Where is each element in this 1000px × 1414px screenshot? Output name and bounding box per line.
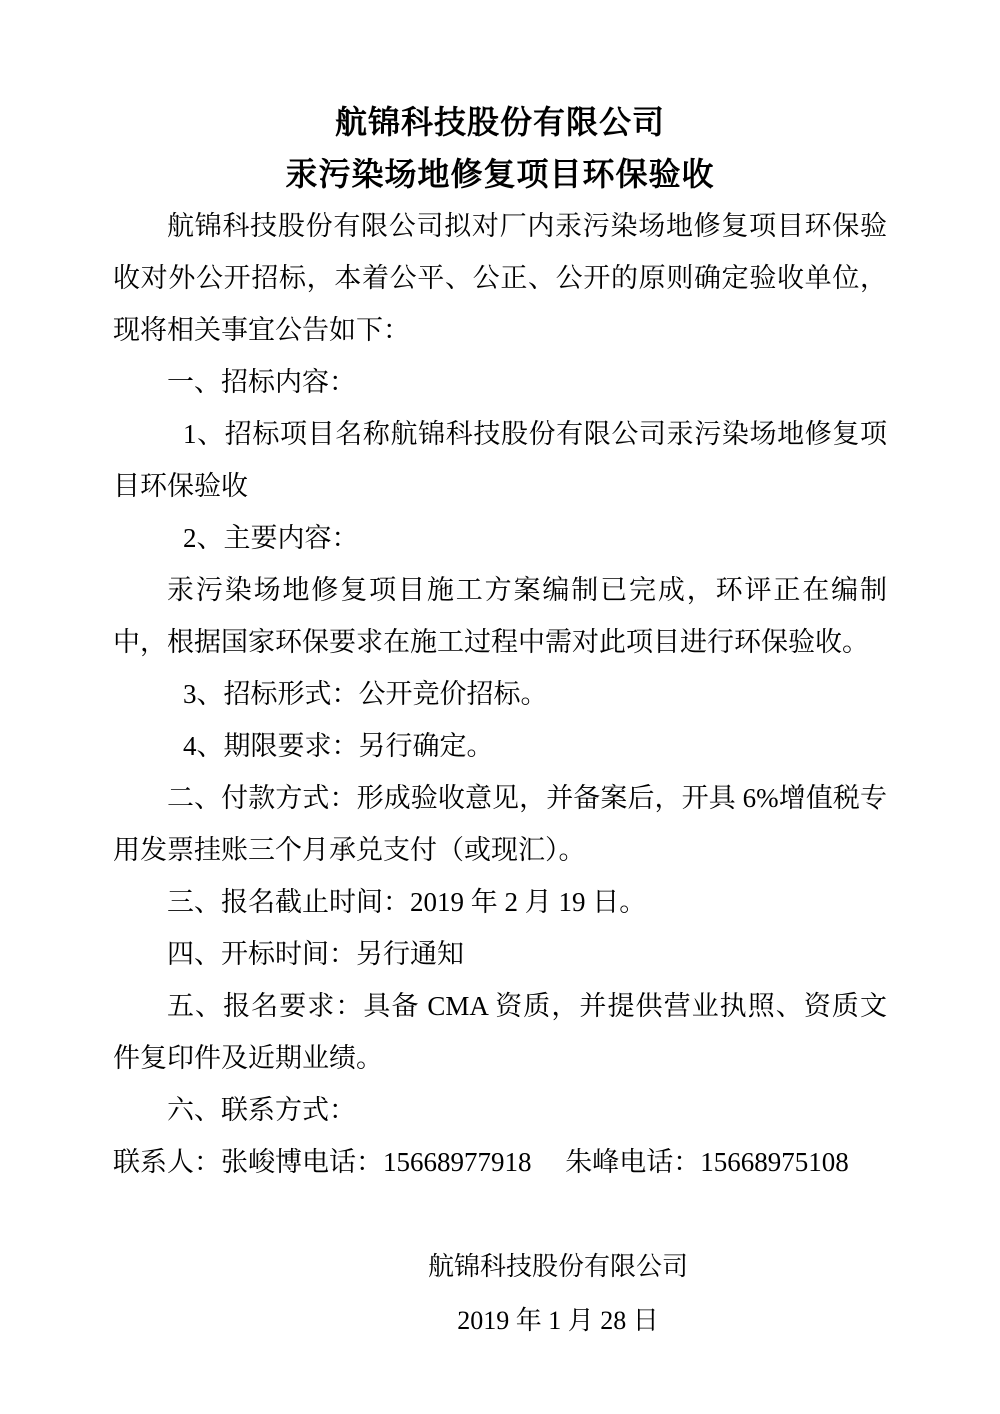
contact-line: 联系人：张峻博电话：15668977918 朱峰电话：15668975108 <box>113 1147 849 1177</box>
section-2-payment: 二、付款方式：形成验收意见，并备案后，开具 6%增值税专用发票挂账三个月承兑支付（或现汇）。 <box>113 783 887 865</box>
item-3-bid-form: 3、招标形式：公开竞价招标。 <box>183 679 548 709</box>
signature-date: 2019 年 1 月 28 日 <box>457 1306 659 1335</box>
intro-paragraph: 航锦科技股份有限公司拟对厂内汞污染场地修复项目环保验收对外公开招标，本着公平、公正、公开的原则确定验收单位，现将相关事宜公告如下： <box>113 211 887 345</box>
signature-company: 航锦科技股份有限公司 <box>427 1252 688 1281</box>
section-4-open-time: 四、开标时间：另行通知 <box>167 939 464 969</box>
item-2-main-content: 2、主要内容： <box>183 523 359 553</box>
item-1-project-name: 1、招标项目名称航锦科技股份有限公司汞污染场地修复项目环保验收 <box>113 419 887 501</box>
section-1-heading: 一、招标内容： <box>167 367 356 397</box>
section-5-requirements: 五、报名要求：具备 CMA 资质，并提供营业执照、资质文件复印件及近期业绩。 <box>113 991 887 1073</box>
item-4-deadline: 4、期限要求：另行确定。 <box>183 731 494 761</box>
document-title: 航锦科技股份有限公司 <box>334 104 665 140</box>
item-2-detail: 汞污染场地修复项目施工方案编制已完成，环评正在编制中，根据国家环保要求在施工过程中需对此项目进行环保验收。 <box>113 575 887 657</box>
blank-line <box>113 1188 887 1240</box>
document-subtitle: 汞污染场地修复项目环保验收 <box>285 156 715 192</box>
section-6-contact-heading: 六、联系方式： <box>167 1095 356 1125</box>
section-3-signup-deadline: 三、报名截止时间：2019 年 2 月 19 日。 <box>167 887 647 917</box>
